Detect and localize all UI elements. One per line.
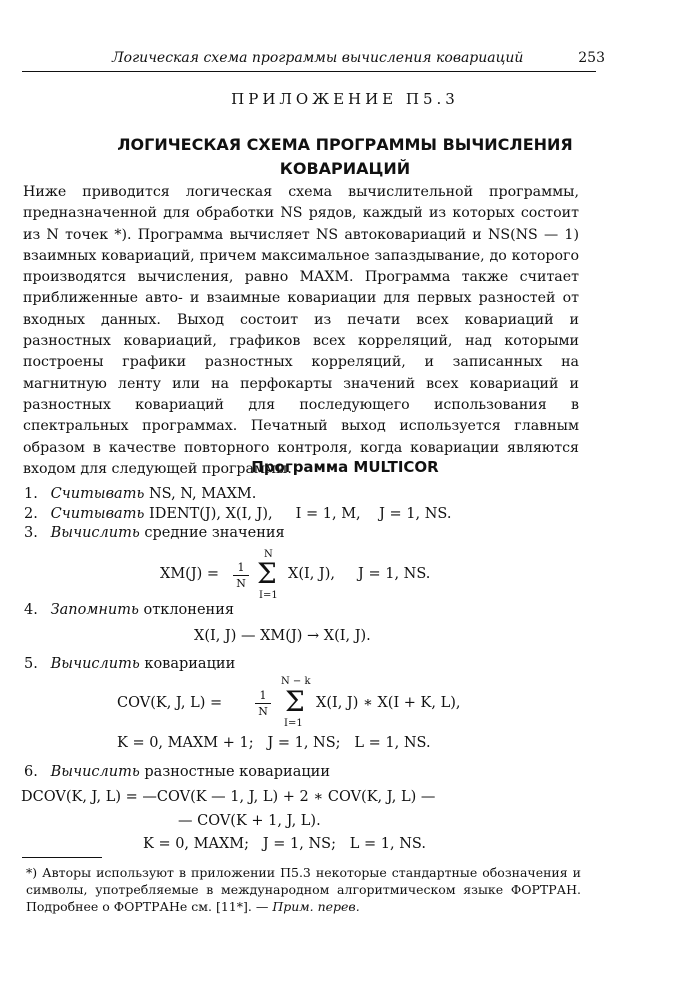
fraction-bar: [233, 575, 249, 576]
formula-cov-right: X(I, J) ∗ X(I + K, L),: [316, 695, 461, 711]
step-1: [24, 486, 256, 502]
step-number: 5.: [24, 656, 38, 672]
sum-lower-limit: I=1: [284, 718, 303, 729]
sigma-symbol: Σ: [257, 557, 277, 590]
sum-upper-limit: N − k: [281, 676, 311, 687]
formula-mean-left: XM(J) =: [160, 566, 220, 582]
step-number: 1.: [24, 486, 38, 502]
intro-paragraph: Ниже приводится логическая схема вычислительной программы, предназначенной для обработки NS рядов, каждый из которых состоит из N точек *). Программа вычисляет NS автоковариаций и NS(NS — 1) взаимных ковариаций, причем максимальное запаздывание, до которого производятся вычисления, равно MAXM. Программа также считает приближенные авто- и взаимные ковариации для первых разностей от входных данных. Выход состоит из печати всех ковариаций и разностных ковариаций, графиков всех корреляций, над которыми построены графики разностных корреляций, и записанных на магнитную ленту или на перфокарты значений всех ковариаций и разностных ковариаций для последующего использования в спектральных программах. Печатный выход используется главным образом в качестве повторного контроля, когда ковариации являются входом для следующей программы.: [23, 184, 579, 477]
step-verb: Вычислить: [50, 656, 140, 672]
step-verb: Вычислить: [50, 764, 140, 780]
footnote: [26, 864, 581, 915]
formula-mean-right: X(I, J), J = 1, NS.: [288, 566, 431, 582]
formula-dcov-range: K = 0, MAXM; J = 1, NS; L = 1, NS.: [143, 836, 426, 852]
step-verb: Считывать: [50, 486, 145, 502]
step-6: [24, 764, 330, 780]
step-verb: Запомнить: [50, 602, 139, 618]
fraction-numerator: 1: [237, 561, 245, 574]
step-5: [24, 656, 235, 672]
step-number: 6.: [24, 764, 38, 780]
formula-cov-range: K = 0, MAXM + 1; J = 1, NS; L = 1, NS.: [117, 735, 431, 751]
fraction-bar: [255, 703, 271, 704]
fraction-denominator: N: [236, 577, 246, 590]
formula-mean-fraction: [233, 561, 249, 590]
step-text: отклонения: [143, 602, 235, 618]
step-verb: Считывать: [50, 506, 145, 522]
title-line-2: КОВАРИАЦИЙ: [279, 159, 411, 178]
step-text: IDENT(J), X(I, J), I = 1, M, J = 1, NS.: [148, 506, 452, 522]
formula-cov-fraction: [255, 689, 271, 718]
step-2: [24, 506, 451, 522]
program-title: Программа MULTICOR: [251, 458, 439, 476]
step-text: NS, N, MAXM.: [148, 486, 257, 502]
step-text: разностные ковариации: [144, 764, 331, 780]
page-title: [40, 133, 650, 181]
page-number: 253: [578, 50, 605, 66]
step-text: ковариации: [144, 656, 236, 672]
appendix-label: ПРИЛОЖЕНИЕ П5.3: [231, 90, 459, 108]
running-title: Логическая схема программы вычисления ковариаций: [112, 50, 524, 66]
step-number: 4.: [24, 602, 38, 618]
step-text: средние значения: [144, 525, 285, 541]
title-line-1: ЛОГИЧЕСКАЯ СХЕМА ПРОГРАММЫ ВЫЧИСЛЕНИЯ: [117, 135, 573, 154]
sum-lower-limit: I=1: [259, 590, 278, 601]
fraction-numerator: 1: [259, 689, 267, 702]
step-3: [24, 525, 285, 541]
formula-dcov-line-2: — COV(K + 1, J, L).: [178, 813, 321, 829]
fraction-denominator: N: [258, 705, 268, 718]
step-number: 3.: [24, 525, 38, 541]
header-rule: [22, 71, 596, 72]
formula-dcov-line-1: DCOV(K, J, L) = —COV(K — 1, J, L) + 2 ∗ COV(K, J, L) —: [21, 789, 436, 805]
step-number: 2.: [24, 506, 38, 522]
step-verb: Вычислить: [50, 525, 140, 541]
footnote-text: *) Авторы используют в приложении П5.3 некоторые стандартные обозначения и символы, употребляемые в международном алгоритмическом языке ФОРТРАН. Подробнее о ФОРТРАНе см. [11*]. —: [26, 865, 581, 914]
formula-cov-left: COV(K, J, L) =: [117, 695, 223, 711]
sigma-symbol: Σ: [285, 685, 305, 718]
formula-deviation: X(I, J) — XM(J) → X(I, J).: [194, 628, 371, 644]
sum-upper-limit: N: [264, 549, 273, 560]
translator-note: Прим. перев.: [272, 899, 360, 914]
footnote-rule: [22, 857, 102, 858]
step-4: [24, 602, 234, 618]
